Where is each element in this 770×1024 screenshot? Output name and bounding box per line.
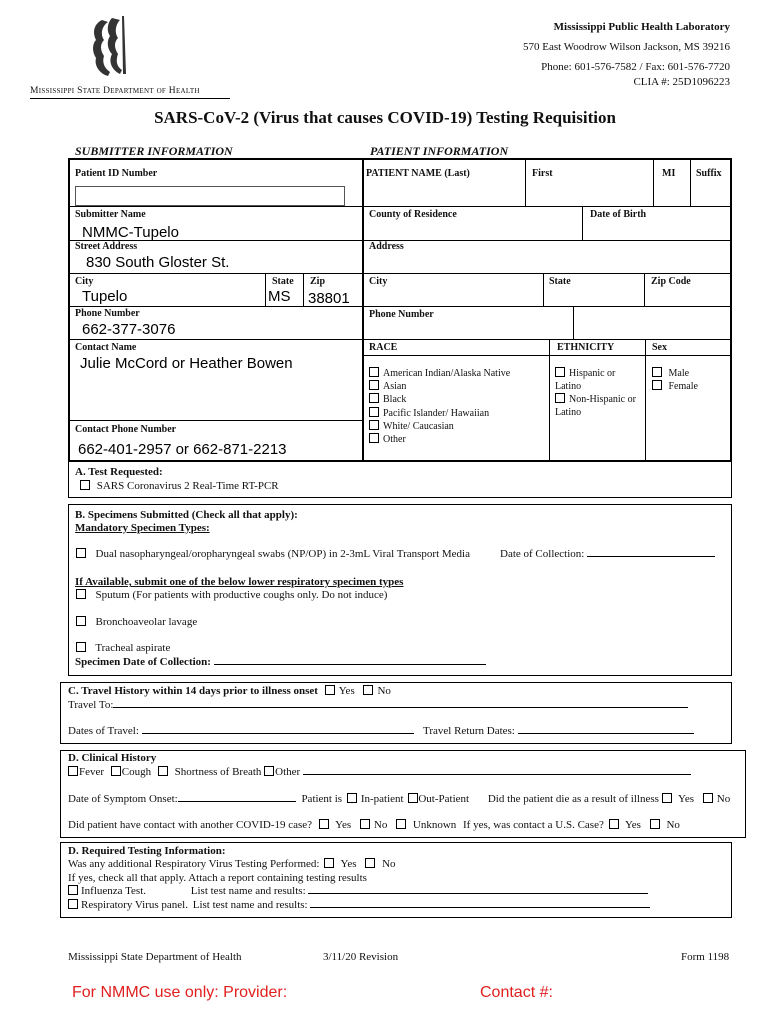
clinical-heading: D. Clinical History	[68, 752, 157, 764]
dob-label: Date of Birth	[590, 209, 647, 220]
required-heading: D. Required Testing Information:	[68, 845, 226, 857]
checkbox[interactable]	[369, 393, 379, 403]
test-option[interactable]: SARS Coronavirus 2 Real-Time RT-PCR	[80, 480, 279, 492]
checkbox[interactable]	[68, 899, 78, 909]
race-options	[369, 367, 510, 446]
contact-name-label: Contact Name	[75, 342, 137, 353]
dates-of-travel: Dates of Travel:	[68, 725, 414, 737]
checkbox[interactable]	[650, 819, 660, 829]
patient-city-label: City	[369, 276, 388, 287]
city-label: City	[75, 276, 94, 287]
mandatory-heading: Mandatory Specimen Types:	[75, 522, 210, 534]
phone-number-label: Phone Number	[75, 308, 140, 319]
race-option[interactable]: Black	[369, 393, 510, 406]
submitter-name-value[interactable]: NMMC-Tupelo	[82, 224, 179, 241]
checkbox[interactable]	[68, 885, 78, 895]
onset-field[interactable]	[178, 801, 296, 802]
travel-heading-row: C. Travel History within 14 days prior to illness onset Yes No	[68, 685, 391, 697]
lab-address: 570 East Woodrow Wilson Jackson, MS 39216	[523, 41, 730, 53]
checkbox[interactable]	[325, 685, 335, 695]
street-address-label: Street Address	[75, 241, 138, 252]
tracheal-option[interactable]: Tracheal aspirate	[76, 642, 170, 654]
county-label: County of Residence	[369, 209, 457, 220]
checkbox[interactable]	[369, 420, 379, 430]
checkbox[interactable]	[652, 367, 662, 377]
city-value[interactable]: Tupelo	[82, 288, 128, 305]
sex-male[interactable]: Male	[652, 367, 698, 380]
patient-state-label: State	[549, 276, 571, 287]
checkbox[interactable]	[319, 819, 329, 829]
date-of-collection-field[interactable]	[587, 556, 715, 557]
checkbox[interactable]	[264, 766, 274, 776]
rvp-results-field[interactable]	[310, 907, 650, 908]
date-of-collection: Date of Collection:	[500, 548, 715, 560]
bal-option[interactable]: Bronchoaveolar lavage	[76, 616, 197, 628]
race-option[interactable]: Pacific Islander/ Hawaiian	[369, 407, 510, 420]
checkbox[interactable]	[408, 793, 418, 803]
onset-row: Date of Symptom Onset: Patient is In-patient Out-Patient Did the patient die as a result of illness Yes No	[68, 793, 731, 805]
ethnicity-options	[555, 367, 636, 419]
other-symptom-field[interactable]	[303, 774, 691, 775]
checkbox[interactable]	[609, 819, 619, 829]
race-option[interactable]: Asian	[369, 380, 510, 393]
nmmc-provider: For NMMC use only: Provider:	[72, 984, 288, 1001]
travel-to: Travel To:	[68, 699, 688, 711]
influenza-results-field[interactable]	[308, 893, 648, 894]
checkbox[interactable]	[68, 766, 78, 776]
lower-respiratory-heading: If Available, submit one of the below lower respiratory specimen types	[75, 576, 404, 588]
required-instructions: If yes, check all that apply. Attach a report containing testing results	[68, 872, 367, 884]
checkbox[interactable]	[365, 858, 375, 868]
state-label: State	[272, 276, 294, 287]
nmmc-contact: Contact #:	[480, 984, 553, 1001]
checkbox[interactable]	[396, 819, 406, 829]
travel-return-field[interactable]	[518, 733, 694, 734]
race-option[interactable]: Other	[369, 433, 510, 446]
patient-id-label: Patient ID Number	[75, 168, 158, 179]
zip-label: Zip	[310, 276, 326, 287]
checkbox[interactable]	[324, 858, 334, 868]
checkbox[interactable]	[76, 589, 86, 599]
contact-name-value[interactable]: Julie McCord or Heather Bowen	[80, 355, 293, 372]
checkbox[interactable]	[158, 766, 168, 776]
checkbox[interactable]	[703, 793, 713, 803]
checkbox[interactable]	[652, 380, 662, 390]
contact-row: Did patient have contact with another COVID-19 case? Yes No Unknown If yes, was contact a U.S. Case? Yes No	[68, 819, 680, 831]
state-value[interactable]: MS	[268, 288, 291, 305]
contact-phone-value[interactable]: 662-401-2957 or 662-871-2213	[78, 441, 287, 458]
checkbox[interactable]	[555, 393, 565, 403]
test-requested-heading: A. Test Requested:	[75, 466, 163, 478]
required-question: Was any additional Respiratory Virus Testing Performed: Yes No	[68, 858, 396, 870]
msdh-logo-mark-icon	[30, 14, 230, 84]
checkbox[interactable]	[360, 819, 370, 829]
patient-id-input[interactable]	[75, 186, 345, 206]
checkbox[interactable]	[369, 407, 379, 417]
checkbox[interactable]	[369, 367, 379, 377]
patient-mi-label: MI	[662, 168, 676, 179]
footer-form: Form 1198	[681, 951, 730, 963]
checkbox[interactable]	[363, 685, 373, 695]
rvp-row: Respiratory Virus panel. List test name and results:	[68, 899, 650, 911]
checkbox[interactable]	[76, 548, 86, 558]
ethnicity-non-hispanic[interactable]: Non-Hispanic or	[555, 393, 636, 407]
section-submitter-heading: SUBMITTER INFORMATION	[75, 144, 233, 158]
lab-clia: CLIA #: 25D1096223	[633, 76, 730, 88]
dates-of-travel-field[interactable]	[142, 733, 414, 734]
checkbox[interactable]	[80, 480, 90, 490]
ethnicity-non-hispanic-label-2: Latino	[555, 406, 582, 418]
footer-revision: 3/11/20 Revision	[323, 951, 399, 963]
sex-female[interactable]: Female	[652, 380, 698, 393]
specimen-date-field[interactable]	[214, 664, 486, 665]
checkbox[interactable]	[76, 616, 86, 626]
swab-option[interactable]: Dual nasopharyngeal/oropharyngeal swabs (NP/OP) in 2-3mL Viral Transport Media	[76, 548, 470, 560]
checkbox[interactable]	[347, 793, 357, 803]
checkbox[interactable]	[369, 433, 379, 443]
section-patient-heading: PATIENT INFORMATION	[370, 144, 509, 158]
submitter-name-label: Submitter Name	[75, 209, 146, 220]
sputum-option[interactable]: Sputum (For patients with productive coughs only. Do not induce)	[76, 589, 387, 601]
checkbox[interactable]	[662, 793, 672, 803]
street-address-value[interactable]: 830 South Gloster St.	[86, 254, 230, 271]
checkbox[interactable]	[111, 766, 121, 776]
ethnicity-hispanic[interactable]: Hispanic or	[555, 367, 636, 381]
travel-to-field[interactable]	[113, 707, 688, 708]
lab-phone-fax: Phone: 601-576-7582 / Fax: 601-576-7720	[541, 61, 730, 73]
race-option[interactable]: American Indian/Alaska Native	[369, 367, 510, 380]
travel-return: Travel Return Dates:	[423, 725, 694, 737]
patient-suffix-label: Suffix	[696, 168, 722, 179]
patient-zip-label: Zip Code	[651, 276, 691, 287]
specimens-heading: B. Specimens Submitted (Check all that apply):	[75, 509, 298, 521]
influenza-row: Influenza Test. List test name and results:	[68, 885, 648, 897]
table-divider	[362, 158, 364, 462]
ethnicity-hispanic-label-2: Latino	[555, 380, 582, 392]
contact-phone-label: Contact Phone Number	[75, 424, 177, 435]
ethnicity-label: ETHNICITY	[557, 342, 615, 353]
msdh-logo-text: Mississippi State Department of Health	[30, 86, 230, 99]
zip-value[interactable]: 38801	[308, 290, 350, 307]
footer-dept: Mississippi State Department of Health	[68, 951, 242, 963]
race-option[interactable]: White/ Caucasian	[369, 420, 510, 433]
patient-address-label: Address	[369, 241, 404, 252]
patient-phone-label: Phone Number	[369, 309, 434, 320]
patient-first-label: First	[532, 168, 553, 179]
msdh-logo	[30, 14, 230, 100]
checkbox[interactable]	[76, 642, 86, 652]
specimen-date: Specimen Date of Collection:	[75, 656, 486, 668]
checkbox[interactable]	[369, 380, 379, 390]
patient-name-last-label: PATIENT NAME (Last)	[366, 168, 470, 179]
lab-name: Mississippi Public Health Laboratory	[553, 21, 730, 33]
sex-options	[652, 367, 698, 393]
race-label: RACE	[369, 342, 398, 353]
symptom-row: Fever Cough Shortness of Breath Other	[68, 766, 691, 778]
page-title: SARS-CoV-2 (Virus that causes COVID-19) Testing Requisition	[154, 108, 616, 127]
checkbox[interactable]	[555, 367, 565, 377]
sex-label: Sex	[652, 342, 667, 353]
phone-number-value[interactable]: 662-377-3076	[82, 321, 176, 338]
